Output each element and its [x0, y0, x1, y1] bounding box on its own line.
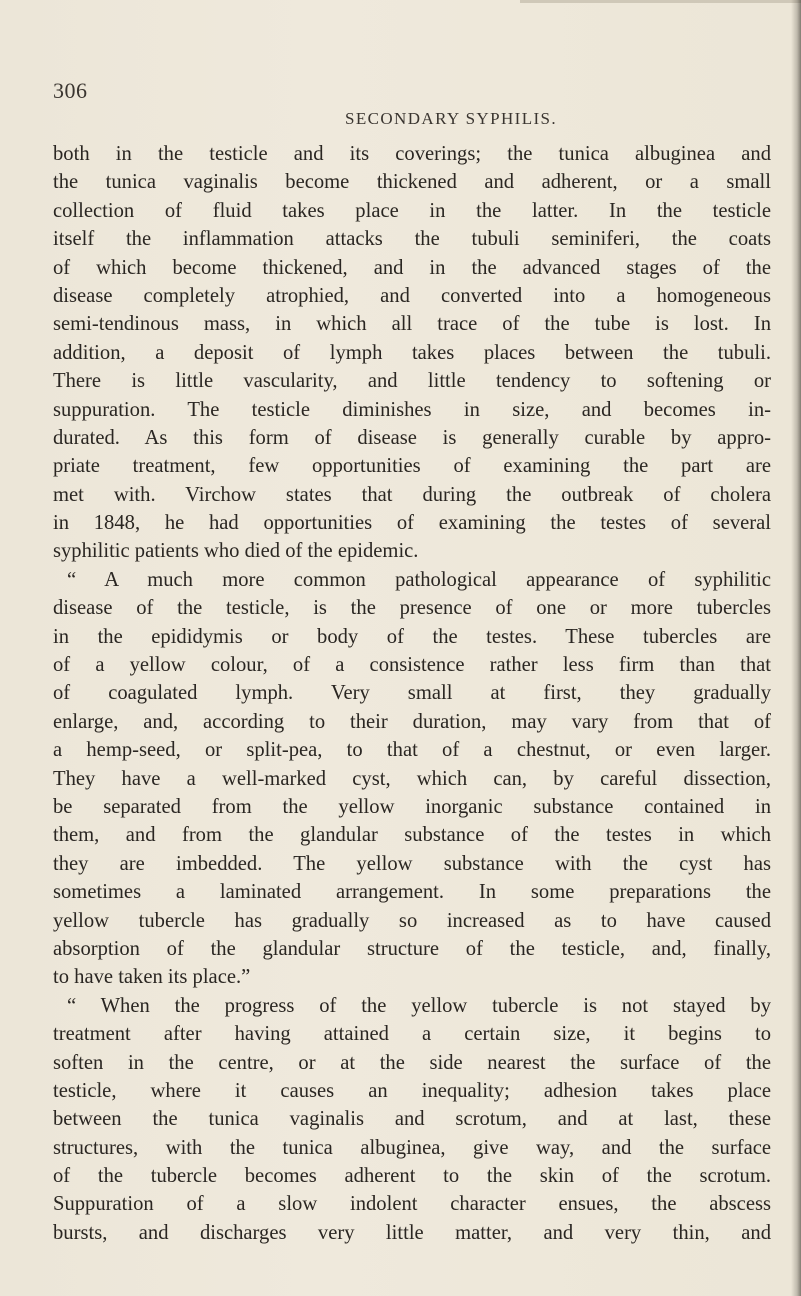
text-line: yellow tubercle has gradually so increased as to have caused [53, 909, 771, 932]
text-line: of the tubercle becomes adherent to the skin of the scrotum. [53, 1165, 771, 1188]
text-line: soften in the centre, or at the side nearest the surface of the [53, 1051, 771, 1074]
text-line: in 1848, he had opportunities of examining the testes of several [53, 512, 771, 535]
text-line: “ A much more common pathological appearance of syphilitic [67, 568, 771, 591]
text-line: the tunica vaginalis become thickened and adherent, or a small [53, 171, 771, 194]
text-line: “ When the progress of the yellow tubercle is not stayed by [67, 994, 771, 1017]
running-head: SECONDARY SYPHILIS. [345, 109, 558, 128]
text-line: syphilitic patients who died of the epidemic. [53, 540, 419, 563]
page-binding-shadow [791, 0, 801, 1296]
text-line: they are imbedded. The yellow substance with the cyst has [53, 852, 771, 875]
text-line: addition, a deposit of lymph takes places between the tubuli. [53, 341, 771, 364]
text-line: disease completely atrophied, and converted into a homogeneous [53, 284, 771, 307]
page-top-edge [520, 0, 801, 3]
text-line: treatment after having attained a certain size, it begins to [53, 1023, 771, 1046]
text-line: itself the inflammation attacks the tubuli seminiferi, the coats [53, 228, 771, 251]
text-line: met with. Virchow states that during the outbreak of cholera [53, 483, 771, 506]
text-line: suppuration. The testicle diminishes in size, and becomes in- [53, 398, 771, 421]
text-line: There is little vascularity, and little tendency to softening or [53, 370, 771, 393]
text-line: of a yellow colour, of a consistence rather less firm than that [53, 654, 771, 677]
text-line: collection of fluid takes place in the latter. In the testicle [53, 199, 771, 222]
text-line: them, and from the glandular substance of the testes in which [53, 824, 771, 847]
text-line: enlarge, and, according to their duration, may vary from that of [53, 710, 771, 733]
text-line: of which become thickened, and in the advanced stages of the [53, 256, 771, 279]
text-line: priate treatment, few opportunities of examining the part are [53, 455, 771, 478]
text-line: a hemp-seed, or split-pea, to that of a chestnut, or even larger. [53, 739, 771, 762]
text-line: of coagulated lymph. Very small at first, they gradually [53, 682, 771, 705]
text-line: Suppuration of a slow indolent character ensues, the abscess [53, 1193, 771, 1216]
text-line: semi-tendinous mass, in which all trace of the tube is lost. In [53, 313, 771, 336]
text-line: sometimes a laminated arrangement. In some preparations the [53, 881, 771, 904]
text-line: both in the testicle and its coverings; the tunica albuginea and [53, 143, 771, 165]
text-line: durated. As this form of disease is generally curable by appro- [53, 426, 771, 449]
body-text [53, 140, 771, 1247]
text-line: to have taken its place.” [53, 966, 251, 989]
text-line: testicle, where it causes an inequality; adhesion takes place [53, 1079, 771, 1102]
text-line: They have a well-marked cyst, which can, by careful dissection, [53, 767, 771, 790]
text-line: in the epididymis or body of the testes. These tubercles are [53, 625, 771, 648]
text-line: between the tunica vaginalis and scrotum, and at last, these [53, 1108, 771, 1131]
text-line: bursts, and discharges very little matter, and very thin, and [53, 1221, 771, 1244]
text-line: be separated from the yellow inorganic substance contained in [53, 795, 771, 818]
text-line: structures, with the tunica albuginea, give way, and the surface [53, 1136, 771, 1159]
page-number: 306 [53, 78, 88, 103]
text-line: absorption of the glandular structure of the testicle, and, finally, [53, 937, 771, 960]
text-line: disease of the testicle, is the presence of one or more tubercles [53, 597, 771, 620]
